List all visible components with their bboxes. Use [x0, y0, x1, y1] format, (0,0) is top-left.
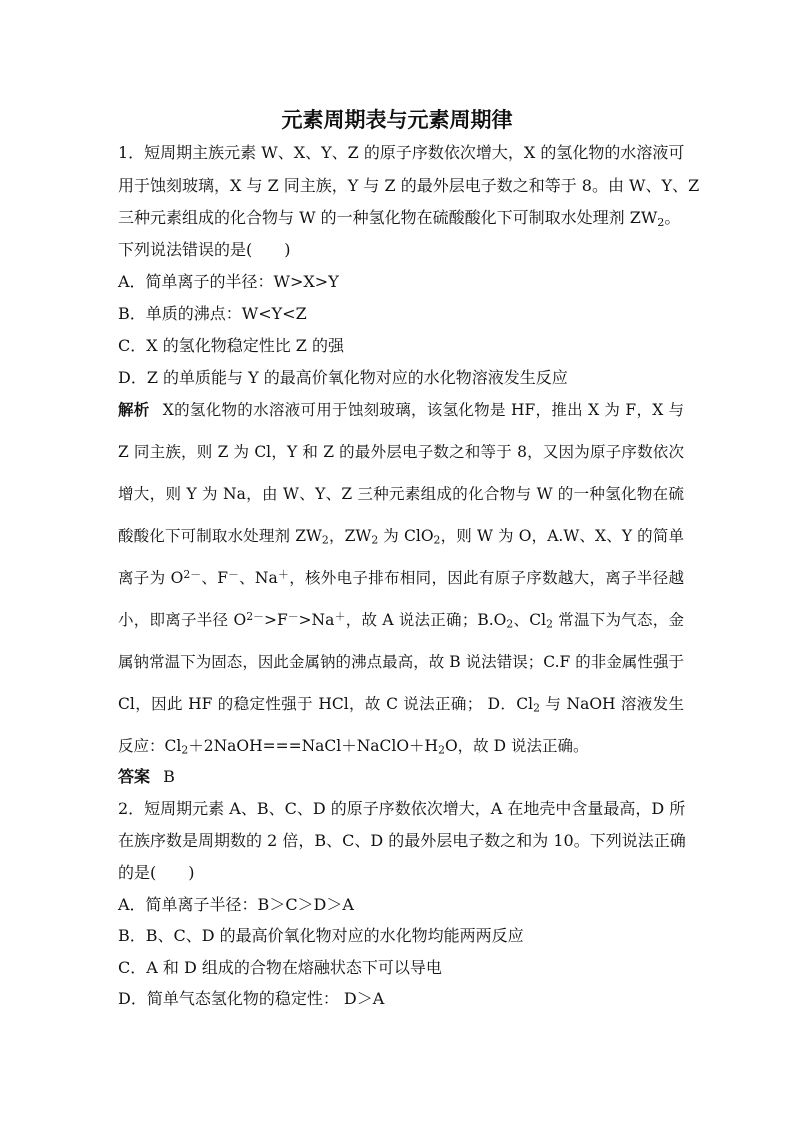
q1-stem-line-1: 1．短周期主族元素 W、X、Y、Z 的原子序数依次增大，X 的氢化物的水溶液可 — [118, 143, 685, 162]
analysis-sub: 2 — [433, 533, 441, 547]
q1-stem-end: 。 — [664, 208, 681, 227]
q2-stem-line-2: 在族序数是周期数的 2 倍，B、C、D 的最外层电子数之和为 10。下列说法正确 — [118, 831, 686, 850]
q1-answer — [118, 767, 688, 787]
analysis-text: ，核外电子排布相同，因此有原子序数越大，离子半径越小，即离子半径 O — [118, 569, 684, 629]
analysis-text: ，则 W 为 O，A.W、X、Y 的简单离子为 O — [118, 527, 684, 587]
q1-stem-subscript: 2 — [657, 215, 665, 229]
analysis-text: 与 NaOH 溶液发生反应：Cl — [118, 695, 685, 755]
analysis-sub: 2 — [181, 743, 189, 757]
q1-stem-line-4: 下列说法错误的是( ) — [118, 240, 291, 259]
analysis-sup: ＋ — [277, 568, 290, 582]
q1-option-b: B．单质的沸点：W<Y<Z — [118, 304, 307, 323]
analysis-sub: 2 — [546, 617, 553, 631]
q2-option-d: D．简单气态氢化物的稳定性： D＞A — [118, 989, 385, 1008]
analysis-text: ，故 A 说法正确；B.O — [345, 611, 507, 629]
q2-stem-line-1: 2．短周期元素 A、B、C、D 的原子序数依次增大，A 在地壳中含量最高，D 所 — [118, 799, 686, 818]
analysis-sup: 2－ — [246, 610, 264, 624]
analysis-text: 、F — [201, 569, 228, 587]
analysis-text: >Na — [298, 611, 335, 629]
analysis-sub: 2 — [321, 533, 329, 547]
analysis-sub: 2 — [438, 743, 445, 757]
q1-stem-line-3 — [118, 208, 688, 228]
q1-stem-line-2: 用于蚀刻玻璃，X 与 Z 同主族，Y 与 Z 的最外层电子数之和等于 8。由 W、Y、Z — [118, 176, 700, 195]
q2-stem-line-3: 的是( ) — [118, 863, 195, 882]
analysis-text: O，故 D 说法正确。 — [444, 737, 589, 755]
analysis-label: 解析 — [118, 400, 150, 419]
analysis-text: 、Na — [238, 569, 278, 587]
q1-option-c: C．X 的氢化物稳定性比 Z 的强 — [118, 336, 345, 355]
q1-analysis — [118, 389, 684, 767]
analysis-sub: 2 — [371, 533, 379, 547]
analysis-sup: 2－ — [183, 568, 202, 582]
analysis-text: >F — [263, 611, 288, 629]
q2-option-a: A．简单离子半径：B＞C＞D＞A — [118, 895, 354, 914]
analysis-sup: － — [227, 568, 239, 582]
analysis-sub: 2 — [506, 617, 514, 631]
q2-option-b: B．B、C、D 的最高价氧化物对应的水化物均能两两反应 — [118, 926, 524, 945]
analysis-text: 、Cl — [513, 611, 547, 629]
page-title: 元素周期表与元素周期律 — [281, 107, 513, 132]
answer-value: B — [163, 767, 175, 786]
q1-option-a: A．简单离子的半径：W>X>Y — [118, 272, 339, 291]
q2-option-c: C．A 和 D 组成的合物在熔融状态下可以导电 — [118, 958, 442, 977]
analysis-sup: － — [287, 610, 299, 624]
q1-option-d: D．Z 的单质能与 Y 的最高价氧化物对应的水化物溶液发生反应 — [118, 368, 568, 387]
analysis-text: X的氢化物的水溶液可用于蚀刻玻璃，该氢化物是 HF，推出 X 为 F，X 与 Z 同主族，则 Z 为 Cl，Y 和 Z 的最外层电子数之和等于 8，又因为原子序数依次增大，则 Y 为 Na，由 W、Y、Z 三种元素组成的化合物与 W 的一种氢化物在硫酸酸化下可制取水处理剂 ZW — [118, 401, 684, 545]
q1-stem-line-3-text: 三种元素组成的化合物与 W 的一种氢化物在硫酸酸化下可制取水处理剂 ZW — [118, 208, 658, 227]
analysis-text: 为 ClO — [378, 527, 434, 545]
analysis-text: ，ZW — [328, 527, 372, 545]
analysis-text: ＋2NaOH===NaCl＋NaClO＋H — [188, 737, 439, 755]
answer-label: 答案 — [118, 767, 151, 786]
analysis-text: 常温下为气态，金属钠常温下为固态，因此金属钠的沸点最高，故 B 说法错误；C.F 的非金属性强于 Cl，因此 HF 的稳定性强于 HCl，故 C 说法正确； D．Cl — [118, 611, 684, 713]
analysis-sup: ＋ — [334, 610, 346, 624]
analysis-sub: 2 — [533, 701, 541, 715]
